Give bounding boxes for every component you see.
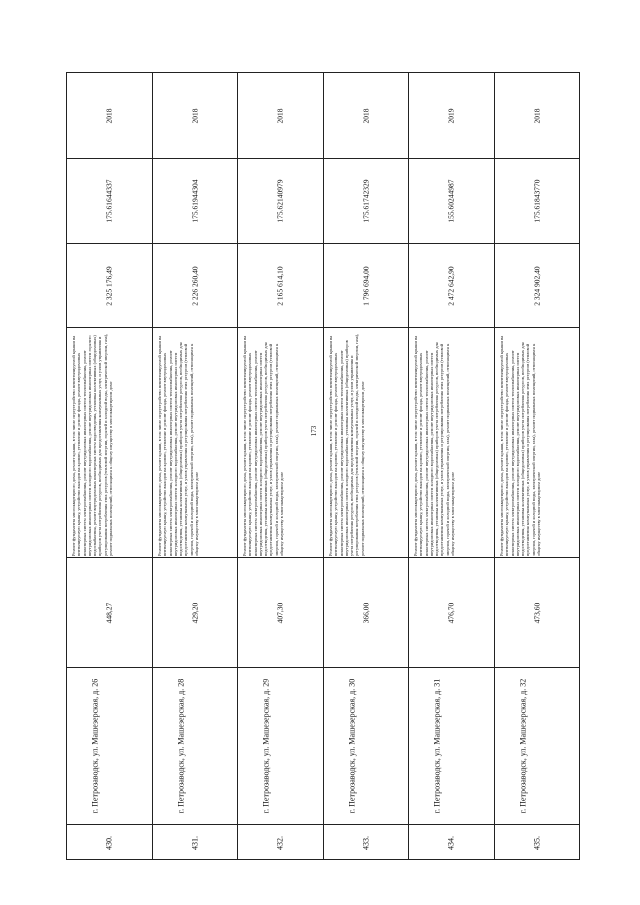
cell-cost (238, 243, 323, 327)
cell-number (67, 824, 152, 861)
table-row-434 (409, 73, 495, 859)
cell-address (495, 667, 580, 824)
cell-year (324, 73, 409, 158)
cell-code (324, 158, 409, 243)
area-text: 448,27 (104, 602, 114, 623)
cell-number (495, 824, 580, 861)
cell-code (67, 158, 152, 243)
year-text: 2018 (361, 108, 371, 123)
cell-number (238, 824, 323, 861)
cell-year (67, 73, 152, 158)
cell-area (238, 557, 323, 667)
year-text: 2019 (446, 108, 456, 123)
table-row-432 (238, 73, 324, 859)
cell-code (495, 158, 580, 243)
cost-text: 2 324 902,40 (532, 265, 542, 306)
works-text: Ремонт фундамента многоквартирного дома, ремонт крыши, в том числе переустройство невентилируемой крыши на вентилируемую крышу, устройство выходов на кровлю, утепление и ремонт фасада, ремонт внутридомовых инженерных систем электроснабжения, ремонт внутридомовых инженерных систем теплоснабжения, ремонт внутридомовых инженерных систем холодного водоснабжения, ремонт внутридомовых инженерных систем водоотведения, установка коллективных (общедомовых) приборов учета потребления ресурсов, необходимых для предоставления коммунальных услуг, и узлов управления и регулирования потребления этих ресурсов (тепловой энергии, горячей и холодной воды, электрической энергии, газа), ремонт подвальных помещений, относящихся к общему имуществу в многоквартирном доме (242, 335, 285, 556)
cost-text: 2 325 176,49 (104, 265, 114, 306)
cost-text: 1 796 694,00 (361, 265, 371, 306)
table-row-433 (324, 73, 410, 859)
cell-cost (495, 243, 580, 327)
cost-text: 2 165 614,10 (275, 265, 285, 306)
cell-cost (409, 243, 494, 327)
address-text: г. Петрозаводск, ул. Машезерская, д. 26 (90, 678, 100, 814)
address-text: г. Петрозаводск, ул. Машезерская, д. 29 (261, 678, 271, 814)
cell-works (409, 327, 494, 557)
cell-address (324, 667, 409, 824)
area-text: 476,70 (446, 602, 456, 623)
repair-program-table (66, 72, 580, 860)
cell-address (409, 667, 494, 824)
code-text: 175.61644337 (104, 179, 114, 223)
cell-cost (153, 243, 238, 327)
cell-area (153, 557, 238, 667)
year-text: 2018 (104, 108, 114, 123)
area-text: 429,20 (190, 602, 200, 623)
area-text: 407,30 (275, 602, 285, 623)
cell-works (495, 327, 580, 557)
cell-works (67, 327, 152, 557)
cell-number (153, 824, 238, 861)
table-row-431 (153, 73, 239, 859)
cell-address (153, 667, 238, 824)
year-text: 2018 (275, 108, 285, 123)
cell-code (238, 158, 323, 243)
works-text: Ремонт фундамента многоквартирного дома, ремонт крыши, в том числе переустройство невентилируемой крыши на вентилируемую крышу, устройство выходов на кровлю, утепление и ремонт фасада, ремонт внутридомовых инженерных систем электроснабжения, ремонт внутридомовых инженерных систем теплоснабжения, ремонт внутридомовых инженерных систем холодного водоснабжения, ремонт внутридомовых инженерных систем водоотведения, установка коллективных (общедомовых) приборов учета потребления ресурсов, необходимых для предоставления коммунальных услуг, и узлов управления и регулирования потребления этих ресурсов (тепловой энергии, горячей и холодной воды, электрической энергии, газа), ремонт подвальных помещений, относящихся к общему имуществу в многоквартирном доме (156, 335, 199, 556)
cell-address (67, 667, 152, 824)
address-text: г. Петрозаводск, ул. Машезерская, д. 32 (518, 678, 527, 814)
code-text: 175.61843770 (532, 179, 542, 223)
cost-text: 2 226 260,40 (190, 265, 200, 306)
year-text: 2018 (190, 108, 200, 123)
cell-area (67, 557, 152, 667)
row-number: 435. (532, 836, 542, 850)
area-text: 473,60 (532, 602, 542, 623)
cell-area (324, 557, 409, 667)
cost-text: 2 472 642,90 (446, 265, 456, 306)
cell-cost (324, 243, 409, 327)
works-text: Ремонт фундамента многоквартирного дома, ремонт крыши, в том числе переустройство невентилируемой крыши на вентилируемую крышу, устройство выходов на кровлю, утепление и ремонт фасада, ремонт внутридомовых инженерных систем электроснабжения, ремонт внутридомовых инженерных систем теплоснабжения, ремонт внутридомовых инженерных систем холодного водоснабжения, ремонт внутридомовых инженерных систем водоотведения, установка коллективных (общедомовых) приборов учета потребления ресурсов, необходимых для предоставления коммунальных услуг, и узлов управления и регулирования потребления этих ресурсов (тепловой энергии, горячей и холодной воды, электрической энергии, газа), ремонт подвальных помещений, относящихся к общему имуществу в многоквартирном доме (498, 335, 541, 556)
row-number: 430. (104, 836, 114, 850)
cell-cost (67, 243, 152, 327)
code-text: 175.61944304 (190, 179, 200, 223)
row-number: 433. (361, 836, 371, 850)
code-text: 175.61742329 (361, 179, 371, 223)
cell-area (409, 557, 494, 667)
cell-number (324, 824, 409, 861)
table-row-430 (67, 73, 153, 859)
cell-year (238, 73, 323, 158)
address-text: г. Петрозаводск, ул. Машезерская, д. 30 (347, 678, 356, 814)
area-text: 366,00 (361, 602, 371, 623)
address-text: г. Петрозаводск, ул. Машезерская, д. 28 (176, 678, 185, 814)
row-number: 434. (446, 836, 456, 850)
cell-area (495, 557, 580, 667)
cell-year (153, 73, 238, 158)
cell-year (409, 73, 494, 158)
cell-works (238, 327, 323, 557)
cell-works (324, 327, 409, 557)
works-text: Ремонт фундамента многоквартирного дома, ремонт крыши, в том числе переустройство невентилируемой крыши на вентилируемую крышу, устройство выходов на кровлю, утепление и ремонт фасада, ремонт внутридомовых инженерных систем электроснабжения, ремонт внутридомовых инженерных систем теплоснабжения, ремонт внутридомовых инженерных систем холодного водоснабжения, ремонт внутридомовых инженерных систем горячего водоснабжения, ремонт внутридомовых инженерных систем водоотведения, установка коллективных (общедомовых) приборов учета потребления ресурсов, необходимых для предоставления коммунальных услуг, и узлов управления и регулирования потребления этих ресурсов (тепловой энергии, горячей и холодной воды, электрической энергии, газа), ремонт подвальных помещений, относящихся к общему имуществу в многоквартирном доме (71, 333, 114, 556)
cell-code (153, 158, 238, 243)
row-number: 432. (275, 836, 285, 850)
code-text: 155.60244987 (446, 179, 456, 223)
cell-year (495, 73, 580, 158)
cell-address (238, 667, 323, 824)
works-text: Ремонт фундамента многоквартирного дома, ремонт крыши, в том числе переустройство невентилируемой крыши на вентилируемую крышу, устройство выходов на кровлю, утепление и ремонт фасада, ремонт внутридомовых инженерных систем электроснабжения, ремонт внутридомовых инженерных систем теплоснабжения, ремонт внутридомовых инженерных систем холодного водоснабжения, установка коллективных (общедомовых) приборов учета потребления ресурсов, необходимых для предоставления коммунальных услуг, и узлов управления и регулирования потребления этих ресурсов (тепловой энергии, горячей и холодной воды, электрической энергии, газа), ремонт подвальных помещений, относящихся к общему имуществу в многоквартирном доме (327, 333, 365, 556)
table-row-435 (495, 73, 580, 859)
year-text: 2018 (532, 108, 542, 123)
cell-number (409, 824, 494, 861)
works-text: Ремонт фундамента многоквартирного дома, ремонт крыши, в том числе переустройство невентилируемой крыши на вентилируемую крышу, устройство выходов на кровлю, утепление и ремонт фасада, ремонт внутридомовых инженерных систем электроснабжения, ремонт внутридомовых инженерных систем теплоснабжения, ремонт внутридомовых инженерных систем холодного водоснабжения, ремонт внутридомовых инженерных систем водоотведения, установка коллективных (общедомовых) приборов учета потребления ресурсов, необходимых для предоставления коммунальных услуг, и узлов управления и регулирования потребления этих ресурсов (тепловой энергии, горячей и холодной воды, электрической энергии, газа), ремонт подвальных помещений, относящихся к общему имуществу в многоквартирном доме (413, 335, 456, 556)
page-number: 173 (310, 425, 318, 437)
row-number: 431. (190, 836, 200, 850)
address-text: г. Петрозаводск, ул. Машезерская, д. 31 (432, 678, 442, 814)
cell-code (409, 158, 494, 243)
cell-works (153, 327, 238, 557)
code-text: 175.62140979 (275, 179, 285, 223)
